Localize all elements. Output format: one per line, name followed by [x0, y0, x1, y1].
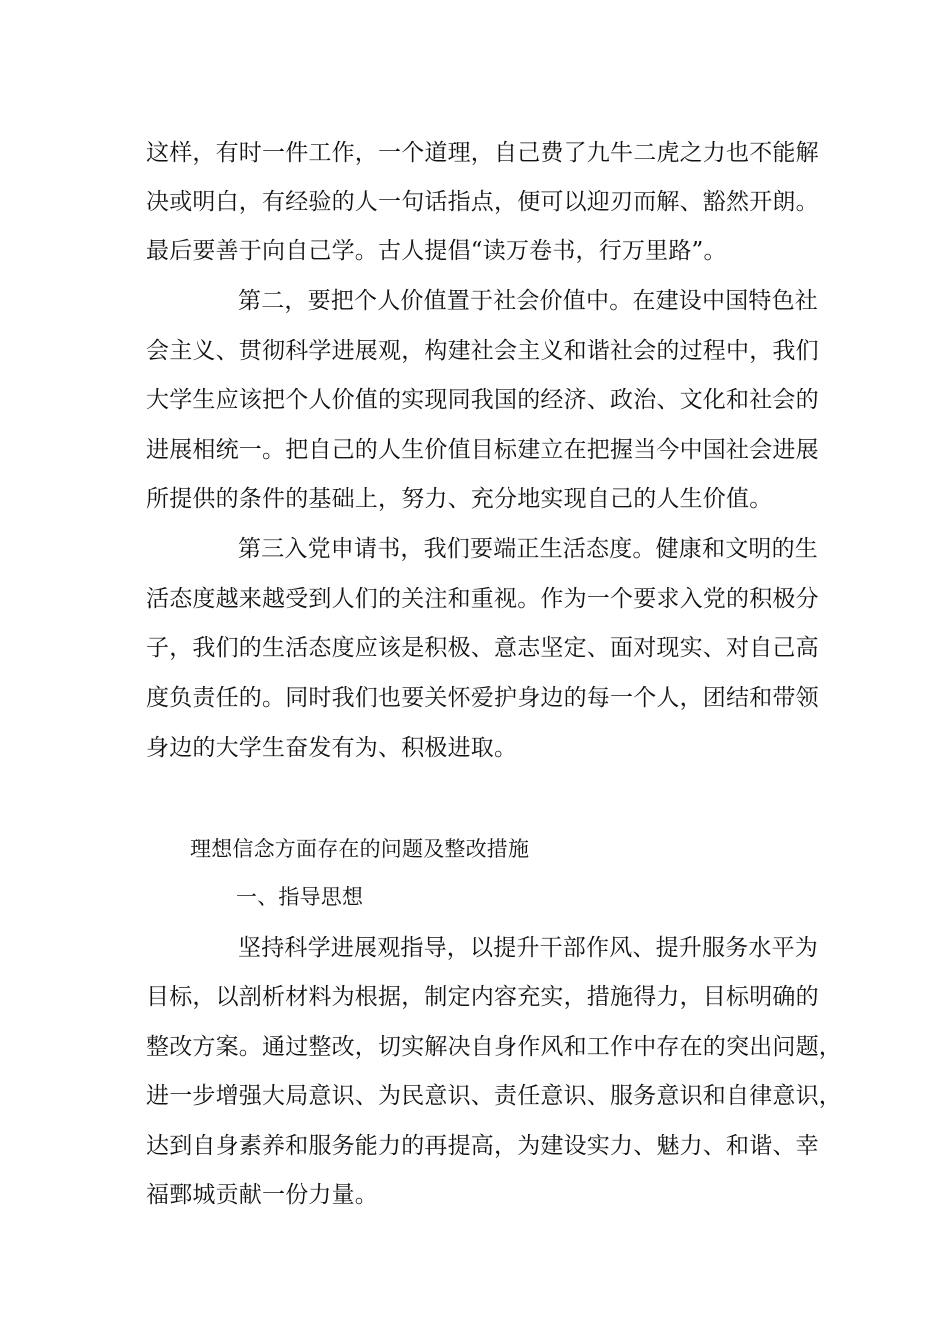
section-subheading: 一、指导思想	[236, 885, 364, 909]
paragraph-line: 福鄄城贡献一份力量。	[146, 1182, 378, 1208]
paragraph-line: 大学生应该把个人价值的实现同我国的经济、政治、文化和社会的	[146, 387, 819, 413]
paragraph-line: 身边的大学生奋发有为、积极进取。	[146, 735, 518, 761]
paragraph-line: 所提供的条件的基础上，努力、充分地实现自己的人生价值。	[146, 486, 773, 512]
paragraph-line: 决或明白，有经验的人一句话指点，便可以迎刃而解、豁然开朗。	[146, 189, 819, 215]
paragraph-line: 进展相统一。把自己的人生价值目标建立在把握当今中国社会进展	[146, 437, 819, 463]
paragraph-line: 达到自身素养和服务能力的再提高，为建设实力、魅力、和谐、幸	[146, 1133, 819, 1159]
paragraph-line: 进一步增强大局意识、为民意识、责任意识、服务意识和自律意识，	[146, 1083, 842, 1109]
paragraph-line: 活态度越来越受到人们的关注和重视。作为一个要求入党的积极分	[146, 586, 819, 612]
paragraph-line: 最后要善于向自己学。古人提倡“读万卷书，行万里路”。	[146, 238, 727, 264]
paragraph-line: 会主义、贯彻科学进展观，构建社会主义和谐社会的过程中，我们	[146, 338, 819, 364]
paragraph-line: 度负责任的。同时我们也要关怀爱护身边的每一个人，团结和带领	[146, 685, 819, 711]
paragraph-line: 目标，以剖析材料为根据，制定内容充实，措施得力，目标明确的	[146, 984, 819, 1010]
section-heading: 理想信念方面存在的问题及整改措施	[190, 837, 530, 861]
paragraph-line: 子，我们的生活态度应该是积极、意志坚定、面对现实、对自己高	[146, 635, 819, 661]
paragraph-line: 第三入党申请书，我们要端正生活态度。健康和文明的生	[238, 536, 818, 562]
paragraph-line: 整改方案。通过整改，切实解决自身作风和工作中存在的突出问题，	[146, 1034, 842, 1060]
paragraph-line: 第二，要把个人价值置于社会价值中。在建设中国特色社	[238, 288, 818, 314]
paragraph-line: 这样，有时一件工作，一个道理，自己费了九牛二虎之力也不能解	[146, 140, 819, 166]
paragraph-line: 坚持科学进展观指导，以提升干部作风、提升服务水平为	[238, 935, 818, 961]
